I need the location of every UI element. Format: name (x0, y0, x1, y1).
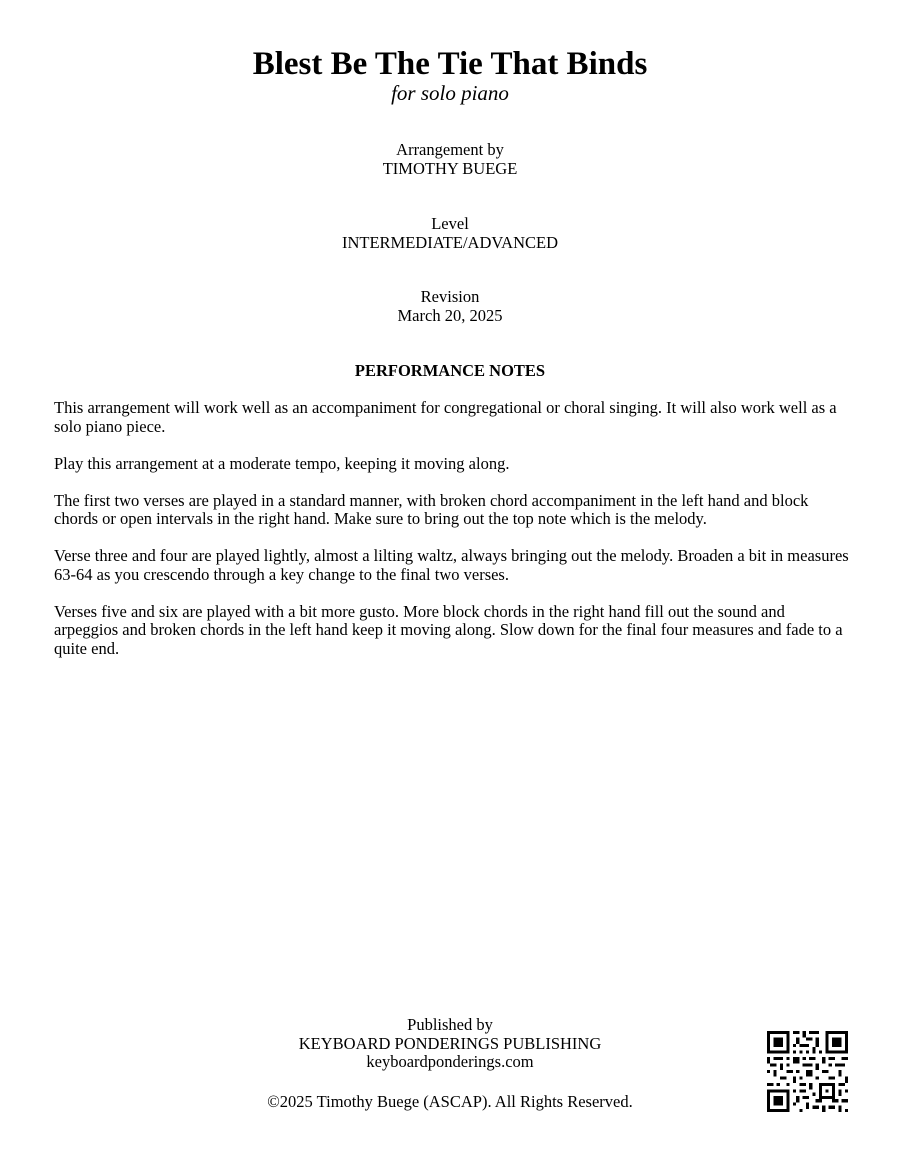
notes-paragraph: Verse three and four are played lightly, almost a lilting waltz, always bringing out the melody. Broaden a bit in measures 63-64 as you crescendo through a key change to the final two verses. (54, 546, 849, 584)
notes-paragraph: Verses five and six are played with a bit more gusto. More block chords in the right hand fill out the sound and arpeggios and broken chords in the left hand keep it moving along. Slow down for the final four measures and fade to a quite end. (54, 601, 843, 658)
publisher-block (0, 1016, 900, 1072)
notes-paragraph: Play this arrangement at a moderate tempo, keeping it moving along. (54, 453, 510, 473)
arranger-name: TIMOTHY BUEGE (382, 158, 518, 178)
level-block (0, 215, 900, 252)
page-subtitle: for solo piano (391, 81, 509, 105)
publisher-name: KEYBOARD PONDERINGS PUBLISHING (298, 1033, 602, 1053)
qr-code-icon[interactable] (767, 1031, 848, 1112)
publisher-website[interactable]: keyboardponderings.com (366, 1052, 534, 1071)
copyright-notice: ©2025 Timothy Buege (ASCAP). All Rights Reserved. (267, 1092, 633, 1111)
revision-block (0, 288, 900, 325)
notes-paragraph: This arrangement will work well as an accompaniment for congregational or choral singing. It will also work well as a solo piano piece. (54, 398, 837, 436)
notes-paragraph: The first two verses are played in a standard manner, with broken chord accompaniment in the left hand and block chords or open intervals in the right hand. Make sure to bring out the top note which is the melody. (54, 490, 809, 528)
level-value: INTERMEDIATE/ADVANCED (341, 232, 558, 252)
arrangement-label: Arrangement by (396, 140, 504, 159)
performance-notes-heading: PERFORMANCE NOTES (354, 361, 546, 380)
arrangement-block (0, 141, 900, 178)
page-title: Blest Be The Tie That Binds (252, 46, 648, 82)
performance-notes (54, 399, 849, 677)
level-label: Level (431, 214, 469, 233)
revision-label: Revision (420, 287, 480, 306)
published-label: Published by (407, 1015, 493, 1034)
revision-date: March 20, 2025 (397, 305, 503, 325)
